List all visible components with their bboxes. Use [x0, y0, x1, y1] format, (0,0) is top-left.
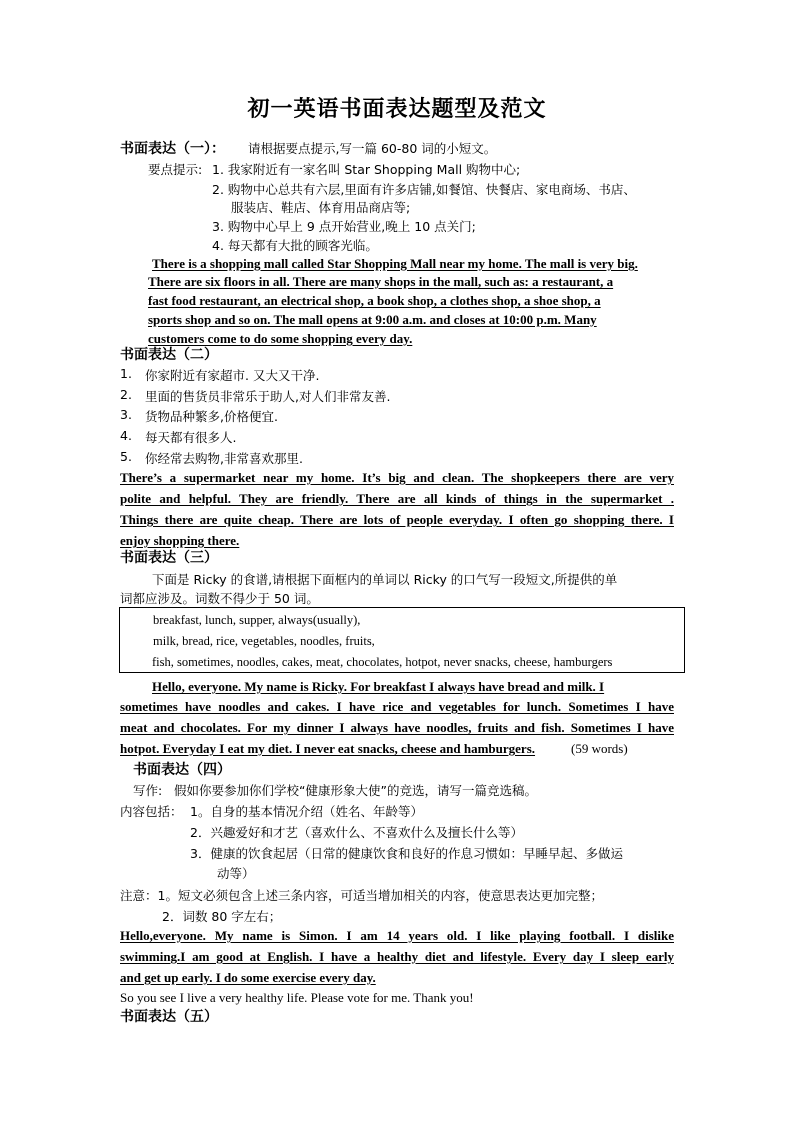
answer-line: enjoy shopping there. — [120, 533, 240, 548]
list-item: 你家附近有家超市. 又大又干净. — [145, 368, 320, 383]
answer-line: and get up early. I do some exercise every day. — [120, 970, 376, 985]
word-count: (59 words) — [571, 741, 628, 756]
answer-line: Hello,everyone. My name is Simon. I am 14 years old. I like playing football. I dislike — [120, 928, 674, 943]
page-title: 初一英语书面表达题型及范文 — [247, 96, 547, 122]
section-1-instruction: 请根据要点提示,写一篇 60-80 词的小短文。 — [248, 141, 497, 156]
section-3-intro: 下面是 Ricky 的食谱,请根据下面框内的单词以 Ricky 的口气写一段短文,所提供的单 — [152, 572, 618, 587]
answer-line: There is a shopping mall called Star Shopping Mall near my home. The mall is very big. — [152, 256, 638, 271]
section-2-heading: 书面表达（二） — [120, 347, 218, 363]
point-item: 3. 购物中心早上 9 点开始营业,晚上 10 点关门; — [212, 219, 476, 234]
point-item: 2. 购物中心总共有六层,里面有许多店铺,如餐馆、快餐店、家电商场、书店、 — [212, 182, 636, 197]
answer-line: Things there are quite cheap. There are lots of people everyday. I often go shopping there. I — [120, 512, 674, 527]
note: 注意：1。短文必须包含上述三条内容，可适当增加相关的内容，使意思表达更加完整； — [120, 888, 603, 903]
list-number: 5. — [120, 449, 132, 464]
section-3-intro: 词都应涉及。词数不得少于 50 词。 — [120, 591, 319, 606]
section-4-heading: 书面表达（四） — [133, 762, 231, 778]
list-item: 每天都有很多人. — [145, 430, 237, 445]
point-item-continuation: 服装店、鞋店、体育用品商店等; — [231, 200, 411, 215]
list-item: 里面的售货员非常乐于助人,对人们非常友善. — [145, 389, 391, 404]
list-number: 4. — [120, 428, 132, 443]
content-label: 内容包括： — [120, 804, 183, 819]
section-3-heading: 书面表达（三） — [120, 550, 218, 566]
list-item: 货物品种繁多,价格便宜. — [145, 409, 278, 424]
answer-line: swimming.I am good at English. I have a healthy diet and lifestyle. Every day I sleep early — [120, 949, 674, 964]
point-item: 4. 每天都有大批的顾客光临。 — [212, 238, 378, 253]
content-item: 1。自身的基本情况介绍（姓名、年龄等） — [190, 804, 423, 819]
points-label: 要点提示: — [148, 162, 203, 177]
content-item: 2．兴趣爱好和才艺（喜欢什么、不喜欢什么及擅长什么等） — [190, 825, 523, 840]
word-box — [119, 607, 685, 673]
note: 2．词数 80 字左右； — [162, 909, 282, 924]
list-number: 2. — [120, 387, 132, 402]
closing-line: So you see I live a very healthy life. Please vote for me. Thank you! — [120, 990, 474, 1005]
word-box-line: fish, sometimes, noodles, cakes, meat, chocolates, hotpot, never snacks, cheese, hamburgers — [152, 655, 613, 669]
list-number: 3. — [120, 407, 132, 422]
word-box-line: breakfast, lunch, supper, always(usually), — [153, 613, 361, 627]
answer-line: There are six floors in all. There are many shops in the mall, such as: a restaurant, a — [148, 274, 614, 289]
answer-line: sports shop and so on. The mall opens at 9:00 a.m. and closes at 10:00 p.m. Many — [148, 312, 597, 327]
list-item: 你经常去购物,非常喜欢那里. — [145, 451, 303, 466]
answer-line: polite and helpful. They are friendly. There are all kinds of things in the supermarket . — [120, 491, 674, 506]
answer-line: meat and chocolates. For my dinner I always have noodles, fruits and fish. Sometimes I have — [120, 720, 674, 735]
list-number: 1. — [120, 366, 132, 381]
section-5-heading: 书面表达（五） — [120, 1009, 218, 1025]
word-box-line: milk, bread, rice, vegetables, noodles, fruits, — [153, 634, 375, 648]
answer-line: Hello, everyone. My name is Ricky. For breakfast I always have bread and milk. I — [152, 679, 605, 694]
answer-line: hotpot. Everyday I eat my diet. I never eat snacks, cheese and hamburgers. — [120, 741, 536, 756]
answer-line: sometimes have noodles and cakes. I have rice and vegetables for lunch. Sometimes I have — [120, 699, 674, 714]
point-item: 1. 我家附近有一家名叫 Star Shopping Mall 购物中心; — [212, 162, 521, 177]
writing-label: 写作: — [133, 783, 163, 798]
content-item-continuation: 动等） — [217, 866, 255, 881]
answer-line: customers come to do some shopping every day. — [148, 331, 413, 346]
writing-task: 假如你要参加你们学校“健康形象大使”的竞选，请写一篇竞选稿。 — [174, 783, 537, 798]
answer-line: fast food restaurant, an electrical shop, a book shop, a clothes shop, a shoe shop, a — [148, 293, 601, 308]
content-item: 3．健康的饮食起居（日常的健康饮食和良好的作息习惯如：早睡早起、多做运 — [190, 846, 623, 861]
section-1-heading: 书面表达（一）： — [120, 141, 225, 157]
answer-line: There’s a supermarket near my home. It’s big and clean. The shopkeepers there are very — [120, 470, 674, 485]
